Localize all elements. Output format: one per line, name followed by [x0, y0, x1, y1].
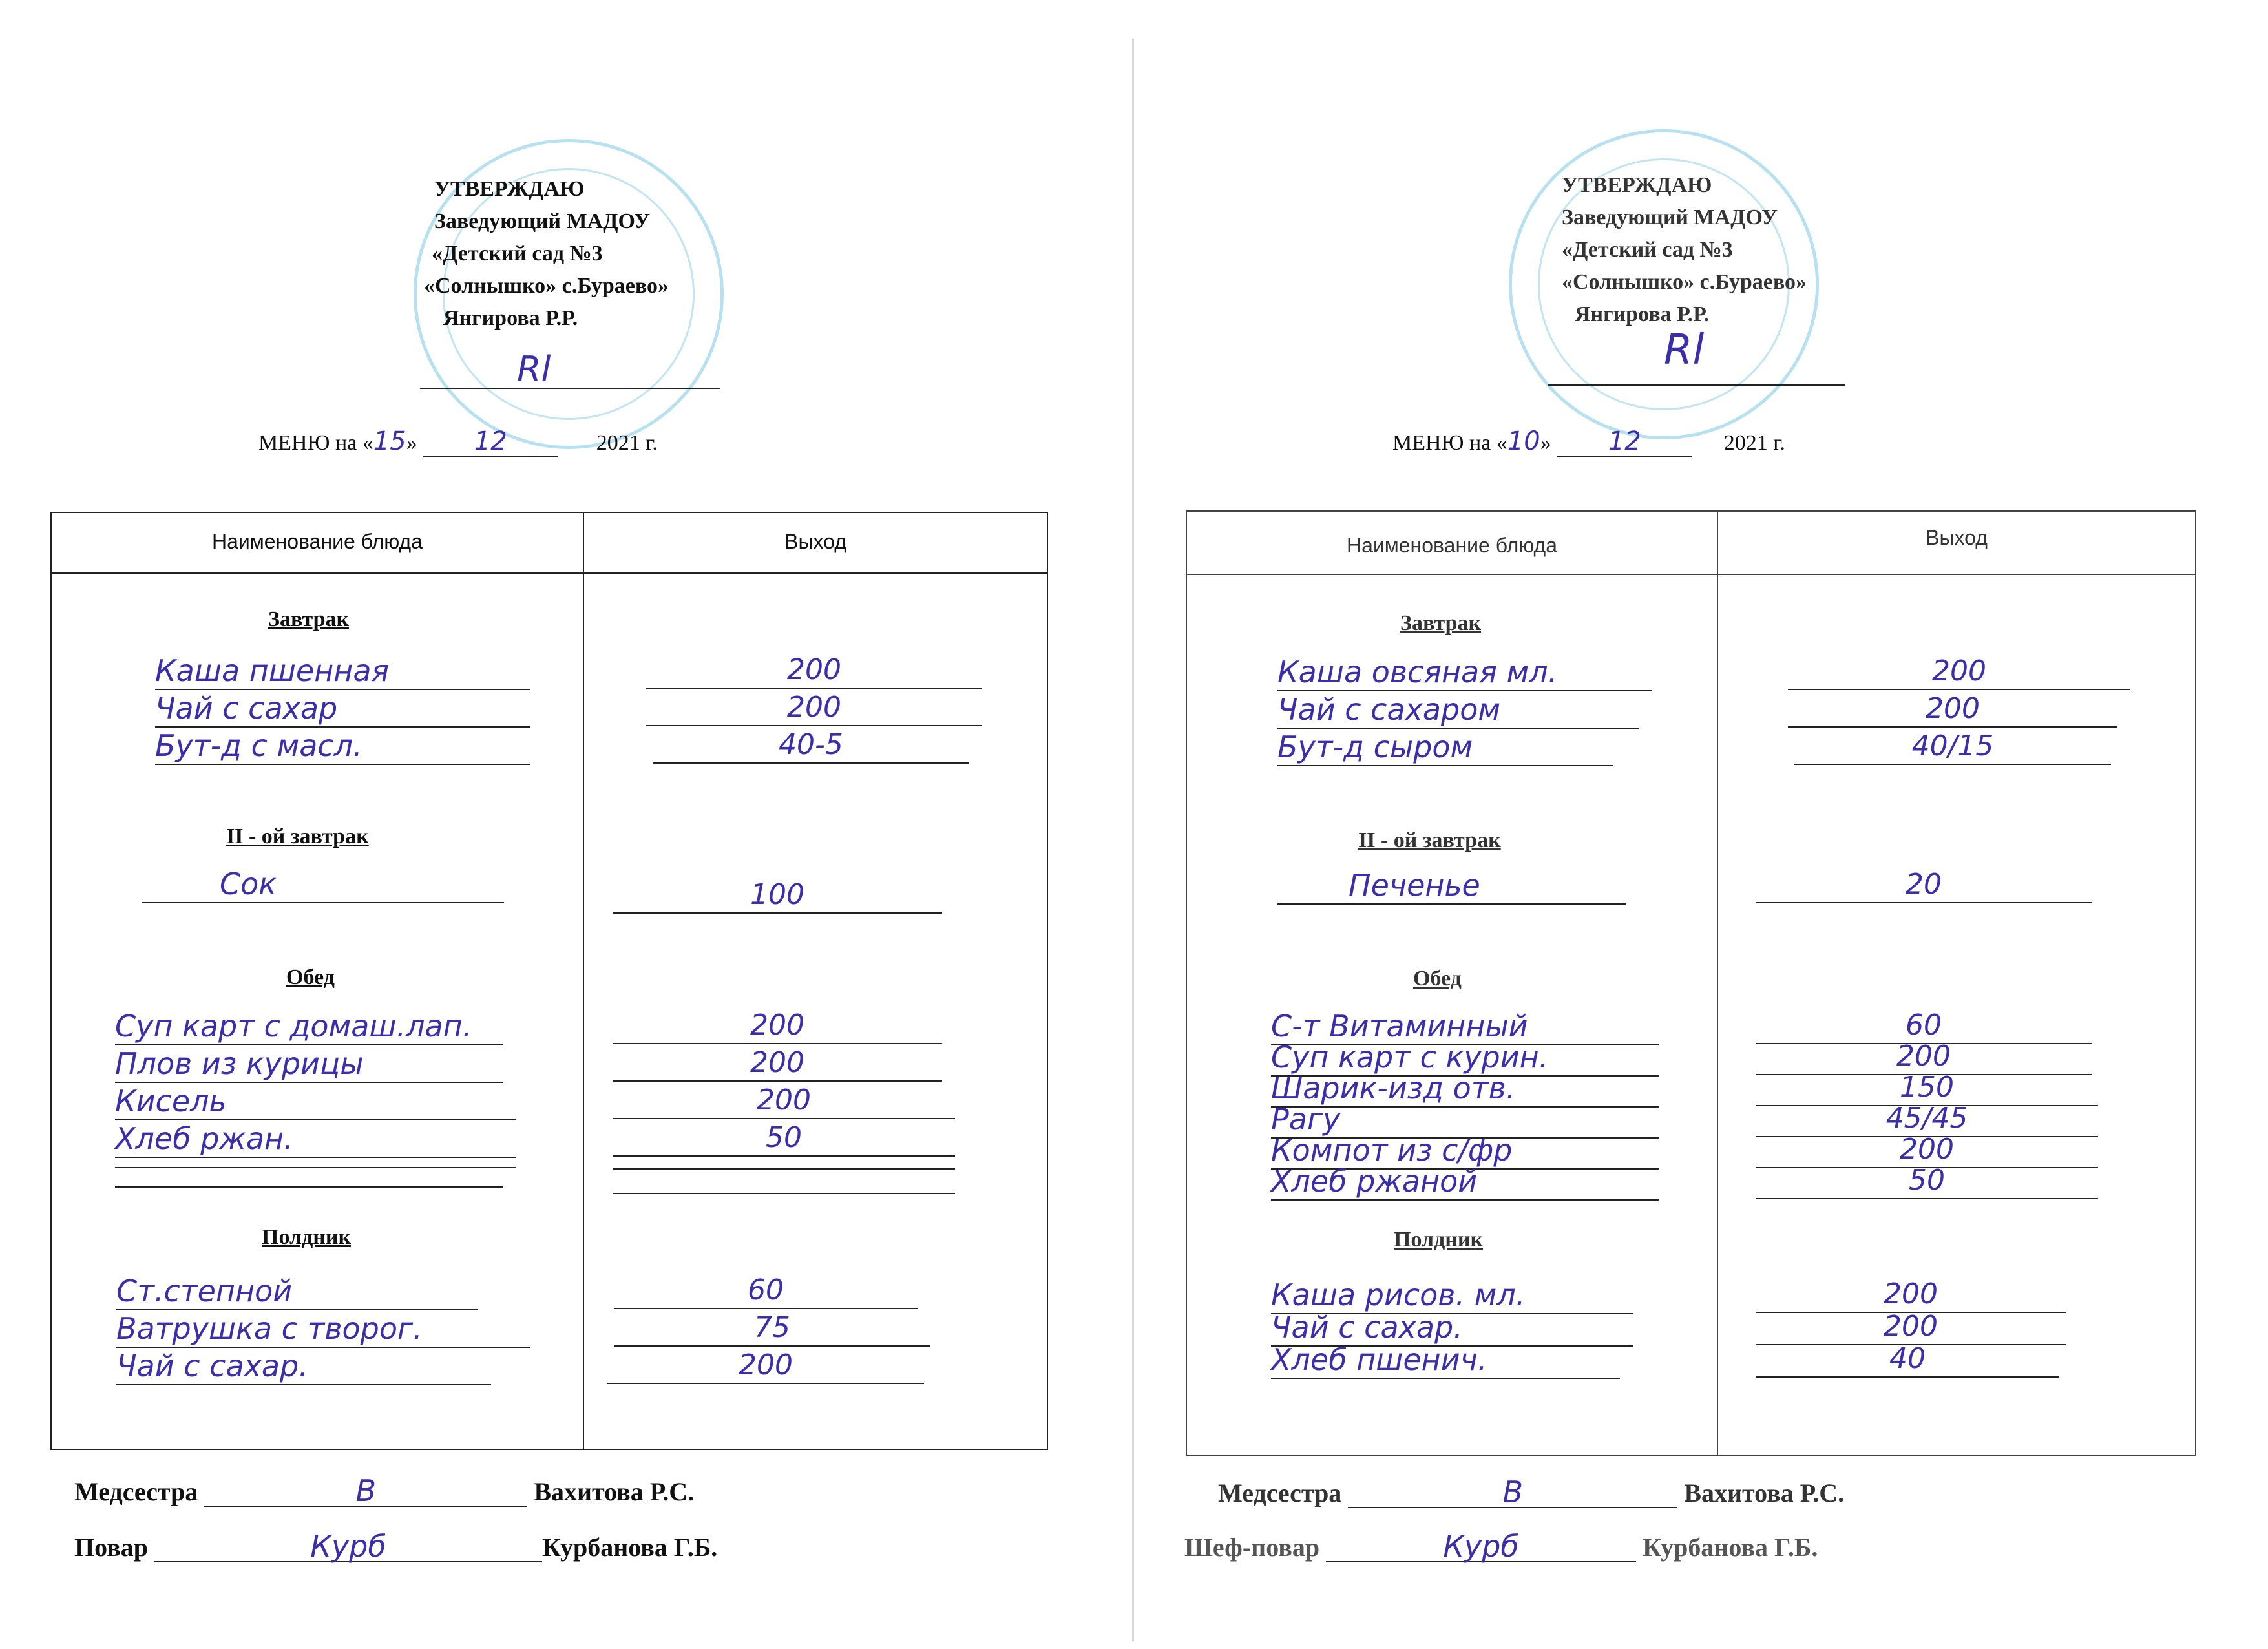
- dish-item: Чай с сахар.: [116, 1349, 491, 1385]
- output-value: 200: [613, 1047, 942, 1082]
- approve-org-line2: «Солнышко» с.Бураево»: [424, 274, 669, 298]
- dish-item: Каша рисов. мл.: [1271, 1278, 1633, 1314]
- menu-title-prefix: МЕНЮ на «: [258, 431, 373, 455]
- dish-item: Шарик-изд отв.: [1271, 1071, 1659, 1108]
- dish-item: Ст.степной: [116, 1274, 478, 1310]
- output-value: 200: [1788, 693, 2117, 728]
- dish-item: Чай с сахаром: [1277, 693, 1639, 729]
- approve-heading: УТВЕРЖДАЮ: [434, 177, 585, 201]
- menu-date-year: 2021 г.: [596, 431, 658, 455]
- approve-position: Заведующий МАДОУ: [1562, 205, 1778, 229]
- signature-name: Вахитова Р.С.: [1684, 1478, 1845, 1507]
- dish-item: Компот из с/фр: [1271, 1133, 1659, 1170]
- output-value: 200: [613, 1084, 955, 1119]
- output-value: 40: [1756, 1343, 2059, 1378]
- menu-title-prefix: МЕНЮ на «: [1392, 431, 1507, 455]
- menu-title-mid: »: [406, 431, 417, 455]
- signature-mark: Курб: [1443, 1529, 1519, 1564]
- section-title-second-breakfast: II - ой завтрак: [1358, 828, 1501, 852]
- menu-date-day: 15: [373, 426, 406, 456]
- section-title-lunch: Обед: [1413, 967, 1462, 991]
- approve-heading: УТВЕРЖДАЮ: [1562, 173, 1712, 197]
- output-value: 200: [613, 1009, 942, 1044]
- signature-chef: [1184, 1529, 1818, 1562]
- output-value: 200: [607, 1349, 924, 1384]
- dish-item: Каша овсяная мл.: [1277, 655, 1652, 691]
- signature-mark: В: [1502, 1475, 1524, 1509]
- approve-name: Янгирова Р.Р.: [1575, 302, 1710, 326]
- dish-item: Печенье: [1277, 868, 1626, 905]
- output-value: 50: [1756, 1164, 2098, 1199]
- approval-block: [424, 173, 669, 335]
- approval-signature: Rl: [517, 349, 551, 390]
- signature-role: Медсестра: [74, 1477, 198, 1506]
- signature-name: Вахитова Р.С.: [534, 1477, 695, 1506]
- menu-title-mid: »: [1540, 431, 1551, 455]
- dish-item: Бут-д с масл.: [155, 729, 530, 765]
- output-value: 20: [1756, 868, 2092, 903]
- signature-role: Медсестра: [1218, 1478, 1342, 1507]
- signature-mark: Курб: [310, 1529, 386, 1564]
- output-value: 200: [1756, 1278, 2066, 1313]
- approval-signature: Rl: [1664, 326, 1705, 374]
- dish-item: С-т Витаминный: [1271, 1009, 1659, 1045]
- blank-line: [115, 1166, 516, 1168]
- blank-line: [115, 1185, 503, 1188]
- output-value: 100: [613, 879, 942, 914]
- dish-item: Бут-д сыром: [1277, 730, 1613, 766]
- dish-item: Хлеб ржан.: [115, 1122, 516, 1158]
- column-header-dish: Наименование блюда: [1346, 534, 1558, 557]
- menu-date-month: 12: [1608, 426, 1641, 456]
- section-title-breakfast: Завтрак: [268, 607, 350, 631]
- dish-item: Плов из курицы: [115, 1047, 503, 1083]
- output-value: 40-5: [653, 729, 969, 764]
- signature-nurse: [74, 1473, 694, 1507]
- output-value: 60: [614, 1274, 918, 1309]
- approval-signature-line: [1548, 326, 1845, 386]
- dish-item: Ватрушка с творог.: [116, 1312, 530, 1348]
- signature-role: Шеф-повар: [1184, 1533, 1320, 1562]
- menu-table: [1186, 510, 2196, 1456]
- section-title-lunch: Обед: [286, 965, 335, 989]
- dish-item: Каша пшенная: [155, 654, 530, 690]
- output-value: 50: [613, 1122, 955, 1157]
- output-value: 75: [614, 1312, 930, 1347]
- dish-item: Суп карт с домаш.лап.: [115, 1009, 503, 1045]
- approval-signature-line: [420, 349, 720, 390]
- dish-item: Хлеб ржаной: [1271, 1164, 1659, 1201]
- output-value: 200: [1756, 1310, 2066, 1345]
- dish-item: Хлеб пшенич.: [1271, 1343, 1620, 1379]
- dish-item: Рагу: [1271, 1102, 1659, 1139]
- dish-item: Сок: [142, 867, 504, 903]
- approve-position: Заведующий МАДОУ: [434, 209, 651, 233]
- column-header-output: Выход: [784, 530, 846, 553]
- dish-item: Чай с сахар.: [1271, 1310, 1633, 1347]
- menu-table: [50, 512, 1048, 1450]
- approve-name: Янгирова Р.Р.: [443, 306, 578, 330]
- section-title-breakfast: Завтрак: [1400, 611, 1482, 635]
- dish-item: Суп карт с курин.: [1271, 1040, 1659, 1077]
- signature-name: Курбанова Г.Б.: [541, 1533, 718, 1562]
- output-value: 200: [1756, 1133, 2098, 1168]
- column-header-output: Выход: [1926, 526, 1988, 549]
- output-value: 45/45: [1756, 1102, 2098, 1137]
- output-value: 200: [646, 691, 982, 726]
- signature-mark: В: [355, 1473, 377, 1508]
- menu-title: [1392, 426, 1785, 457]
- approve-org-line1: «Детский сад №3: [432, 242, 603, 266]
- menu-date-day: 10: [1507, 426, 1540, 456]
- blank-line: [613, 1167, 955, 1170]
- approve-org-line2: «Солнышко» с.Бураево»: [1562, 270, 1807, 294]
- approval-block: [1562, 169, 1807, 331]
- blank-line: [613, 1192, 955, 1194]
- section-title-second-breakfast: II - ой завтрак: [226, 824, 369, 848]
- approve-org-line1: «Детский сад №3: [1562, 238, 1733, 262]
- output-value: 150: [1756, 1071, 2098, 1106]
- section-title-snack: Полдник: [1394, 1228, 1484, 1252]
- output-value: 200: [646, 654, 982, 689]
- signature-cook: [74, 1529, 717, 1562]
- output-value: 60: [1756, 1009, 2092, 1044]
- menu-title: [258, 426, 658, 457]
- output-value: 200: [1756, 1040, 2092, 1075]
- section-title-snack: Полдник: [262, 1225, 352, 1249]
- signature-role: Повар: [74, 1533, 148, 1562]
- column-header-dish: Наименование блюда: [211, 530, 423, 553]
- dish-item: Чай с сахар: [155, 691, 530, 728]
- menu-page-right: [1134, 0, 2268, 1649]
- signature-nurse: [1218, 1475, 1844, 1508]
- dish-item: Кисель: [115, 1084, 516, 1120]
- signature-name: Курбанова Г.Б.: [1643, 1533, 1818, 1562]
- menu-date-month: 12: [474, 426, 507, 456]
- output-value: 200: [1788, 655, 2130, 690]
- output-value: 40/15: [1794, 730, 2111, 765]
- menu-date-year: 2021 г.: [1723, 431, 1785, 455]
